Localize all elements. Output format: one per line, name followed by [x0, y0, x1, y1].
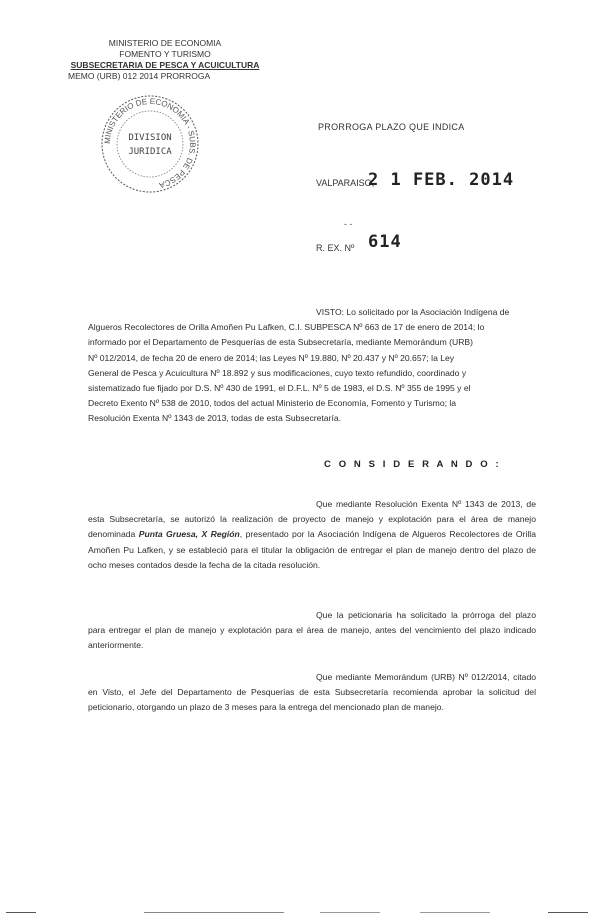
ministry-sub-line: FOMENTO Y TURISMO	[119, 49, 211, 59]
considerando-paragraph-1	[88, 497, 536, 573]
footer-mark	[320, 912, 380, 913]
visto-line: Decreto Exento Nº 538 de 2010, todos del actual Ministerio de Economía, Fomento y Turismo; la	[88, 398, 457, 409]
footer-mark	[6, 912, 36, 913]
document-date: 2 1 FEB. 2014	[368, 170, 515, 190]
stamp-text-top: DIVISION	[128, 133, 172, 143]
stamp-seal	[98, 92, 202, 196]
letterhead	[60, 38, 270, 82]
separator-mark: - -	[344, 219, 353, 229]
division-juridica-stamp	[98, 92, 202, 196]
visto-line: sistematizado fue fijado por D.S. Nº 430 de 1991, el D.F.L. Nº 5 de 1983, el D.S. Nº 355 de 1995 y el	[88, 383, 471, 394]
footer-scan-marks	[0, 908, 600, 918]
footer-mark	[144, 912, 284, 913]
memo-line: MEMO (URB) 012 2014 PRORROGA	[68, 71, 211, 81]
stamp-text-bottom: JURIDICA	[128, 147, 172, 157]
visto-line: General de Pesca y Acuicultura Nº 18.892 y sus modificaciones, cuyo texto refundido, coordinado y	[88, 367, 467, 378]
footer-mark	[548, 912, 588, 913]
considerando-2-text: Que la peticionaria ha solicitado la prórroga del plazo para entregar el plan de manejo y explotación para el área de manejo, antes del vencimiento del plazo indicado anteriormente.	[88, 610, 536, 651]
considerando-3-text: Que mediante Memorándum (URB) Nº 012/2014, citado en Visto, el Jefe del Departamento de Pesquerías de esta Subsecretaría recomienda aprobar la solicitud del peticionario, otorgando un plazo de 3 meses para la entrega del mencionado plan de manejo.	[88, 672, 536, 713]
place-label: VALPARAISO,	[316, 178, 375, 188]
considerando-paragraph-2	[88, 608, 536, 654]
considerando-heading: C O N S I D E R A N D O :	[324, 459, 502, 470]
subsecretaria-line: SUBSECRETARIA DE PESCA Y ACUICULTURA	[70, 60, 260, 70]
rex-number: 614	[368, 232, 402, 252]
considerando-1-text-a: Que mediante Resolución Exenta Nº 1343 de 2013, de esta Subsecretaría, se autorizó la realización de proyecto de manejo y explotación para el área de manejo denominada	[88, 499, 536, 540]
visto-line: VISTO: Lo solicitado por la Asociación Indígena de	[316, 307, 510, 317]
footer-mark	[420, 912, 490, 913]
considerando-paragraph-3	[88, 670, 536, 716]
visto-line: Resolución Exenta Nº 1343 de 2013, todas de esta Subsecretaría.	[88, 413, 341, 424]
visto-paragraph	[88, 305, 536, 427]
visto-line: Algueros Recolectores de Orilla Amoñen Pu Lafken, C.I. SUBPESCA Nº 663 de 17 de enero de 2014; lo	[88, 322, 485, 333]
considerando-1-text-b: , presentado por la Asociación Indígena de Algueros Recolectores de Orilla Amoñen Pu Lafken, y se estableció para el titular la obligación de entregar el plan de manejo dentro del plazo de ocho meses contados desde la fecha de la citada resolución.	[88, 529, 536, 570]
ministry-line: MINISTERIO DE ECONOMIA	[108, 38, 222, 48]
visto-line: Nº 012/2014, de fecha 20 de enero de 2014; las Leyes Nº 19.880, Nº 20.437 y Nº 20.657; la Ley	[88, 352, 455, 363]
document-subject: PRORROGA PLAZO QUE INDICA	[318, 122, 465, 132]
stamp-ring-text: MINISTERIO DE ECONOMIA - SUBS. DE PESCA	[102, 96, 198, 190]
considerando-1-area-name: Punta Gruesa, X Región	[138, 529, 240, 540]
rex-label: R. EX. Nº	[316, 243, 355, 253]
visto-line: informado por el Departamento de Pesquerías de esta Subsecretaría, mediante Memorándum (URB)	[88, 337, 474, 348]
